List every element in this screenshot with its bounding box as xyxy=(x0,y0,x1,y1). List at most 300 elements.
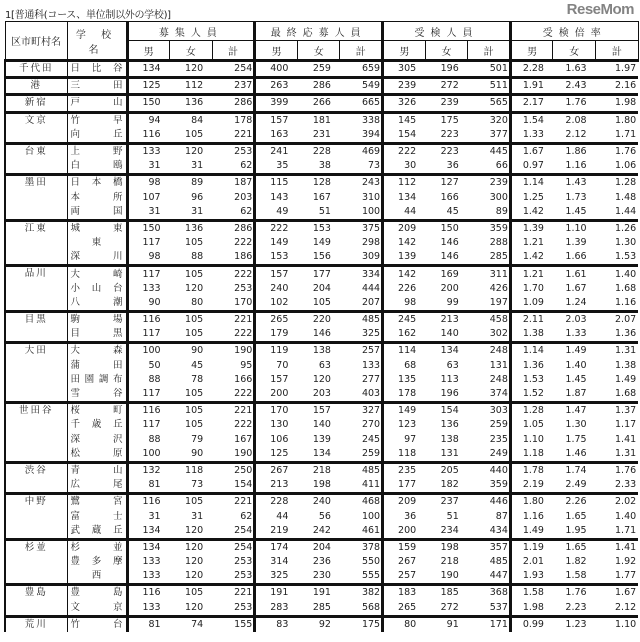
examinees-female-cell: 237 xyxy=(425,494,468,510)
ratio-total-cell: 1.68 xyxy=(615,282,637,294)
table-row xyxy=(5,78,638,95)
ratio-female-cell: 1.45 xyxy=(565,373,587,385)
examinees-total-cell: 565 xyxy=(468,95,511,112)
applicants-male-cell: 228 xyxy=(255,494,298,510)
ratio-male-cell: 1.21 xyxy=(510,266,553,282)
recruit-male-cell: 50 xyxy=(148,359,161,371)
ratio-female-cell: 1.30 xyxy=(565,419,587,431)
examinees-male-cell: 135 xyxy=(398,373,417,385)
table-row xyxy=(5,343,638,359)
ratio-male-cell: 1.10 xyxy=(522,433,544,445)
recruit-male-cell: 94 xyxy=(127,112,170,128)
recruit-total-cell: 237 xyxy=(212,78,255,95)
recruit-male-cell: 125 xyxy=(127,78,170,95)
school-cell xyxy=(67,601,127,617)
ratio-female-cell: 1.23 xyxy=(553,616,596,632)
table-row xyxy=(5,387,638,403)
ratio-female-cell: 1.87 xyxy=(565,388,587,400)
applicants-female-cell: 51 xyxy=(318,205,331,217)
applicants-female-cell: 204 xyxy=(312,282,331,294)
header-district: 区市町村名 xyxy=(5,22,67,61)
examinees-male-cell: 305 xyxy=(383,61,426,78)
recruit-total-cell: 166 xyxy=(212,373,255,387)
recruit-female-cell: 105 xyxy=(170,312,213,328)
ratio-female-cell: 1.39 xyxy=(565,237,587,249)
examinees-total-cell: 537 xyxy=(468,601,511,617)
recruit-female-cell: 105 xyxy=(170,585,213,601)
school-cell xyxy=(67,191,127,205)
applicants-total-cell: 375 xyxy=(340,220,383,236)
applicants-male-cell: 149 xyxy=(270,237,289,249)
district-cell: 台東 xyxy=(5,143,67,174)
ratio-male-cell: 1.78 xyxy=(510,462,553,478)
ratio-total-cell: 1.31 xyxy=(615,447,637,459)
examinees-female-cell: 113 xyxy=(440,373,459,385)
recruit-male-cell: 98 xyxy=(127,175,170,191)
recruit-male-cell: 133 xyxy=(127,143,170,159)
ratio-female-cell: 2.49 xyxy=(565,479,587,491)
resemom-watermark-logo: ReseMom xyxy=(566,1,634,18)
examinees-female-cell: 213 xyxy=(425,312,468,328)
ratio-total-cell: 1.76 xyxy=(596,143,639,159)
recruit-female-cell: 90 xyxy=(191,447,204,459)
examinees-female-cell: 154 xyxy=(425,403,468,419)
recruit-total-cell: 253 xyxy=(212,282,255,296)
ratio-female-cell: 1.49 xyxy=(553,343,596,359)
recruit-female-cell: 120 xyxy=(185,556,204,568)
examinees-total-cell: 302 xyxy=(468,327,511,343)
subheader-total: 計 xyxy=(468,41,511,61)
subheader-male: 男 xyxy=(255,41,298,61)
school-name: 大崎 xyxy=(70,268,123,280)
recruit-female-cell: 80 xyxy=(191,296,204,308)
recruit-female-cell: 105 xyxy=(185,419,204,431)
recruit-total-cell: 253 xyxy=(212,601,255,617)
applicants-total-cell: 309 xyxy=(340,250,383,266)
ratio-male-cell: 1.80 xyxy=(510,494,553,510)
applicants-total-cell: 73 xyxy=(340,159,383,175)
examinees-male-cell: 178 xyxy=(398,388,417,400)
ratio-female-cell: 1.24 xyxy=(565,296,587,308)
examinees-total-cell: 248 xyxy=(468,343,511,359)
subheader-female: 女 xyxy=(170,41,213,61)
admissions-table xyxy=(4,21,639,632)
table-row xyxy=(5,128,638,144)
subheader-total: 計 xyxy=(340,41,383,61)
recruit-male-cell: 133 xyxy=(142,601,161,613)
school-name: 桜町 xyxy=(70,405,123,417)
ratio-female-cell: 1.47 xyxy=(553,403,596,419)
ratio-total-cell: 2.07 xyxy=(596,312,639,328)
school-cell xyxy=(67,539,127,555)
examinees-female-cell: 196 xyxy=(440,388,459,400)
school-cell xyxy=(67,250,127,266)
table-row xyxy=(5,143,638,159)
recruit-female-cell: 112 xyxy=(170,78,213,95)
recruit-male-cell: 107 xyxy=(142,191,161,203)
ratio-male-cell: 2.11 xyxy=(510,312,553,328)
ratio-female-cell: 1.63 xyxy=(553,61,596,78)
applicants-female-cell: 191 xyxy=(297,585,340,601)
examinees-female-cell: 136 xyxy=(440,419,459,431)
ratio-total-cell: 1.36 xyxy=(615,328,637,340)
recruit-male-cell: 116 xyxy=(142,128,161,140)
examinees-male-cell: 265 xyxy=(398,601,417,613)
recruit-female-cell: 136 xyxy=(170,95,213,112)
school-name: 白鴎 xyxy=(70,160,123,172)
school-cell xyxy=(67,373,127,387)
ratio-male-cell: 1.67 xyxy=(510,143,553,159)
recruit-male-cell: 134 xyxy=(127,539,170,555)
ratio-female-cell: 1.66 xyxy=(565,251,587,263)
recruit-total-cell: 253 xyxy=(212,569,255,585)
ratio-female-cell: 2.12 xyxy=(565,128,587,140)
recruit-male-cell: 88 xyxy=(148,373,161,385)
school-cell xyxy=(67,418,127,432)
table-row xyxy=(5,601,638,617)
ratio-female-cell: 1.16 xyxy=(565,160,587,172)
recruit-total-cell: 222 xyxy=(212,327,255,343)
examinees-female-cell: 218 xyxy=(440,556,459,568)
recruit-female-cell: 90 xyxy=(170,343,213,359)
ratio-total-cell: 2.02 xyxy=(596,494,639,510)
applicants-female-cell: 38 xyxy=(318,160,331,172)
applicants-male-cell: 213 xyxy=(270,479,289,491)
applicants-total-cell: 310 xyxy=(340,191,383,205)
table-row xyxy=(5,418,638,432)
table-row xyxy=(5,296,638,312)
district-cell: 荒川 xyxy=(5,616,67,632)
recruit-female-cell: 120 xyxy=(170,539,213,555)
examinees-female-cell: 272 xyxy=(440,601,459,613)
applicants-total-cell: 568 xyxy=(340,601,383,617)
ratio-female-cell: 1.86 xyxy=(553,143,596,159)
school-name: 城東 xyxy=(70,222,123,234)
ratio-male-cell: 2.28 xyxy=(510,61,553,78)
school-name: 武蔵丘 xyxy=(70,524,123,536)
district-cell: 目黒 xyxy=(5,312,67,343)
recruit-male-cell: 90 xyxy=(148,296,161,308)
examinees-female-cell: 185 xyxy=(425,585,468,601)
examinees-total-cell: 446 xyxy=(468,494,511,510)
ratio-male-cell: 1.21 xyxy=(522,237,544,249)
recruit-total-cell: 253 xyxy=(212,555,255,569)
recruit-female-cell: 84 xyxy=(170,112,213,128)
school-name: 日本橋 xyxy=(70,177,123,189)
ratio-total-cell: 1.41 xyxy=(596,539,639,555)
ratio-male-cell: 1.14 xyxy=(510,343,553,359)
school-cell xyxy=(67,296,127,312)
school-cell xyxy=(67,312,127,328)
examinees-total-cell: 511 xyxy=(468,78,511,95)
ratio-male-cell: 1.53 xyxy=(522,373,544,385)
examinees-male-cell: 112 xyxy=(383,175,426,191)
school-name: 文京 xyxy=(70,601,123,613)
examinees-total-cell: 66 xyxy=(468,159,511,175)
examinees-male-cell: 118 xyxy=(398,447,417,459)
applicants-total-cell: 403 xyxy=(340,387,383,403)
applicants-female-cell: 231 xyxy=(312,128,331,140)
recruit-female-cell: 73 xyxy=(191,479,204,491)
applicants-total-cell: 327 xyxy=(340,403,383,419)
table-row xyxy=(5,220,638,236)
district-cell: 港 xyxy=(5,78,67,95)
examinees-total-cell: 440 xyxy=(468,462,511,478)
ratio-total-cell: 1.41 xyxy=(615,433,637,445)
applicants-male-cell: 106 xyxy=(270,433,289,445)
district-cell: 江東 xyxy=(5,220,67,266)
school-name: 青山 xyxy=(70,464,123,476)
ratio-total-cell: 1.49 xyxy=(615,373,637,385)
examinees-total-cell: 303 xyxy=(468,403,511,419)
school-cell xyxy=(67,616,127,632)
examinees-total-cell: 249 xyxy=(468,447,511,463)
ratio-total-cell: 1.17 xyxy=(615,419,637,431)
applicants-total-cell: 175 xyxy=(340,616,383,632)
applicants-total-cell: 270 xyxy=(340,418,383,432)
ratio-female-cell: 1.58 xyxy=(565,570,587,582)
recruit-total-cell: 95 xyxy=(212,359,255,373)
recruit-total-cell: 250 xyxy=(212,462,255,478)
recruit-total-cell: 190 xyxy=(212,447,255,463)
table-row xyxy=(5,616,638,632)
applicants-female-cell: 120 xyxy=(312,373,331,385)
school-name: 竹台 xyxy=(70,618,123,630)
recruit-total-cell: 62 xyxy=(212,205,255,221)
applicants-total-cell: 382 xyxy=(340,585,383,601)
recruit-total-cell: 221 xyxy=(212,585,255,601)
applicants-female-cell: 63 xyxy=(318,359,331,371)
school-cell xyxy=(67,95,127,112)
ratio-male-cell: 0.99 xyxy=(510,616,553,632)
applicants-female-cell: 228 xyxy=(297,143,340,159)
examinees-male-cell: 68 xyxy=(404,359,417,371)
school-name: 深川 xyxy=(70,251,123,263)
school-cell xyxy=(67,128,127,144)
recruit-male-cell: 117 xyxy=(127,266,170,282)
school-name: 三田 xyxy=(70,80,123,92)
recruit-male-cell: 117 xyxy=(142,419,161,431)
header-school: 学 校 名 xyxy=(67,22,127,61)
district-cell: 大田 xyxy=(5,343,67,403)
recruit-female-cell: 78 xyxy=(191,373,204,385)
recruit-male-cell: 132 xyxy=(127,462,170,478)
applicants-female-cell: 220 xyxy=(297,312,340,328)
recruit-female-cell: 105 xyxy=(170,266,213,282)
recruit-female-cell: 79 xyxy=(191,433,204,445)
examinees-total-cell: 288 xyxy=(468,236,511,250)
district-cell: 品川 xyxy=(5,266,67,312)
recruit-total-cell: 222 xyxy=(212,387,255,403)
examinees-female-cell: 190 xyxy=(440,570,459,582)
examinees-female-cell: 223 xyxy=(440,128,459,140)
examinees-female-cell: 45 xyxy=(446,205,459,217)
recruit-female-cell: 96 xyxy=(191,191,204,203)
recruit-female-cell: 74 xyxy=(170,616,213,632)
ratio-total-cell: 1.38 xyxy=(615,359,637,371)
recruit-female-cell: 88 xyxy=(191,251,204,263)
applicants-male-cell: 400 xyxy=(255,61,298,78)
school-cell xyxy=(67,236,127,250)
ratio-total-cell: 1.92 xyxy=(615,556,637,568)
examinees-male-cell: 257 xyxy=(398,570,417,582)
ratio-female-cell: 1.95 xyxy=(565,524,587,536)
school-name: 大森 xyxy=(70,345,123,357)
school-cell xyxy=(67,403,127,419)
examinees-female-cell: 196 xyxy=(425,61,468,78)
school-cell xyxy=(67,585,127,601)
applicants-male-cell: 163 xyxy=(270,128,289,140)
recruit-male-cell: 133 xyxy=(142,282,161,294)
ratio-female-cell: 1.74 xyxy=(553,462,596,478)
recruit-female-cell: 136 xyxy=(170,220,213,236)
applicants-male-cell: 283 xyxy=(270,601,289,613)
school-cell xyxy=(67,61,127,78)
table-row xyxy=(5,403,638,419)
table-row xyxy=(5,312,638,328)
applicants-total-cell: 245 xyxy=(340,433,383,447)
recruit-female-cell: 120 xyxy=(185,570,204,582)
table-row xyxy=(5,61,638,78)
recruit-female-cell: 45 xyxy=(191,359,204,371)
school-name: 鷺宮 xyxy=(70,496,123,508)
ratio-total-cell: 1.71 xyxy=(615,128,637,140)
applicants-total-cell: 257 xyxy=(340,343,383,359)
ratio-female-cell: 1.82 xyxy=(565,556,587,568)
ratio-male-cell: 1.36 xyxy=(522,359,544,371)
applicants-total-cell: 468 xyxy=(340,494,383,510)
examinees-female-cell: 134 xyxy=(425,343,468,359)
table-row xyxy=(5,282,638,296)
ratio-male-cell: 1.25 xyxy=(522,191,544,203)
examinees-male-cell: 30 xyxy=(404,160,417,172)
examinees-total-cell: 87 xyxy=(468,509,511,523)
examinees-total-cell: 426 xyxy=(468,282,511,296)
school-cell xyxy=(67,433,127,447)
recruit-female-cell: 31 xyxy=(191,160,204,172)
applicants-total-cell: 555 xyxy=(340,569,383,585)
school-name: 豊多摩 xyxy=(70,556,123,568)
ratio-male-cell: 1.18 xyxy=(522,447,544,459)
ratio-male-cell: 1.42 xyxy=(522,251,544,263)
ratio-total-cell: 1.71 xyxy=(615,524,637,536)
examinees-male-cell: 162 xyxy=(398,328,417,340)
applicants-male-cell: 115 xyxy=(255,175,298,191)
recruit-total-cell: 286 xyxy=(212,220,255,236)
examinees-female-cell: 234 xyxy=(440,524,459,536)
school-name: 両国 xyxy=(70,205,123,217)
subheader-female: 女 xyxy=(425,41,468,61)
applicants-female-cell: 149 xyxy=(312,237,331,249)
applicants-male-cell: 219 xyxy=(270,524,289,536)
examinees-total-cell: 359 xyxy=(468,478,511,494)
table-row xyxy=(5,159,638,175)
recruit-female-cell: 105 xyxy=(170,494,213,510)
recruit-total-cell: 167 xyxy=(212,433,255,447)
table-row xyxy=(5,236,638,250)
applicants-total-cell: 485 xyxy=(340,462,383,478)
examinees-female-cell: 239 xyxy=(425,95,468,112)
examinees-male-cell: 209 xyxy=(383,494,426,510)
ratio-female-cell: 1.61 xyxy=(553,266,596,282)
school-name: 目黒 xyxy=(70,328,123,340)
ratio-total-cell: 1.44 xyxy=(615,205,637,217)
school-cell xyxy=(67,266,127,282)
school-cell xyxy=(67,327,127,343)
ratio-female-cell: 2.08 xyxy=(553,112,596,128)
applicants-total-cell: 298 xyxy=(340,236,383,250)
recruit-total-cell: 253 xyxy=(212,143,255,159)
recruit-male-cell: 117 xyxy=(142,328,161,340)
ratio-male-cell: 1.19 xyxy=(510,539,553,555)
ratio-female-cell: 2.03 xyxy=(553,312,596,328)
recruit-total-cell: 187 xyxy=(212,175,255,191)
examinees-male-cell: 159 xyxy=(383,539,426,555)
ratio-male-cell: 1.42 xyxy=(522,205,544,217)
ratio-male-cell: 0.97 xyxy=(522,160,544,172)
applicants-male-cell: 263 xyxy=(255,78,298,95)
applicants-male-cell: 83 xyxy=(255,616,298,632)
recruit-total-cell: 221 xyxy=(212,494,255,510)
examinees-male-cell: 200 xyxy=(398,524,417,536)
ratio-total-cell: 1.77 xyxy=(615,570,637,582)
applicants-male-cell: 119 xyxy=(255,343,298,359)
applicants-female-cell: 203 xyxy=(312,388,331,400)
ratio-total-cell: 1.30 xyxy=(615,237,637,249)
ratio-female-cell: 2.43 xyxy=(553,78,596,95)
examinees-female-cell: 146 xyxy=(440,237,459,249)
examinees-male-cell: 183 xyxy=(383,585,426,601)
district-cell: 墨田 xyxy=(5,175,67,221)
applicants-female-cell: 181 xyxy=(297,112,340,128)
school-cell xyxy=(67,569,127,585)
applicants-total-cell: 243 xyxy=(340,175,383,191)
subheader-male: 男 xyxy=(383,41,426,61)
examinees-female-cell: 99 xyxy=(446,296,459,308)
district-cell: 世田谷 xyxy=(5,403,67,463)
examinees-total-cell: 320 xyxy=(468,112,511,128)
applicants-male-cell: 399 xyxy=(255,95,298,112)
ratio-total-cell: 1.67 xyxy=(596,585,639,601)
table-title: 1[普通科(コース、単位制以外の学校)] xyxy=(5,10,171,21)
applicants-total-cell: 549 xyxy=(340,78,383,95)
recruit-male-cell: 31 xyxy=(148,160,161,172)
subheader-total: 計 xyxy=(596,41,639,61)
table-row xyxy=(5,478,638,494)
applicants-male-cell: 170 xyxy=(255,403,298,419)
ratio-total-cell: 1.26 xyxy=(596,220,639,236)
applicants-total-cell: 444 xyxy=(340,282,383,296)
district-cell: 杉並 xyxy=(5,539,67,585)
ratio-male-cell: 1.70 xyxy=(522,282,544,294)
examinees-female-cell: 36 xyxy=(446,160,459,172)
applicants-male-cell: 49 xyxy=(276,205,289,217)
applicants-male-cell: 125 xyxy=(270,447,289,459)
recruit-male-cell: 150 xyxy=(127,220,170,236)
applicants-total-cell: 100 xyxy=(340,205,383,221)
ratio-female-cell: 1.65 xyxy=(565,510,587,522)
school-cell xyxy=(67,494,127,510)
table-row xyxy=(5,569,638,585)
examinees-total-cell: 357 xyxy=(468,539,511,555)
ratio-male-cell: 1.91 xyxy=(510,78,553,95)
school-cell xyxy=(67,205,127,221)
recruit-total-cell: 190 xyxy=(212,343,255,359)
examinees-male-cell: 222 xyxy=(383,143,426,159)
subheader-male: 男 xyxy=(127,41,170,61)
examinees-total-cell: 447 xyxy=(468,569,511,585)
ratio-male-cell: 1.54 xyxy=(510,112,553,128)
